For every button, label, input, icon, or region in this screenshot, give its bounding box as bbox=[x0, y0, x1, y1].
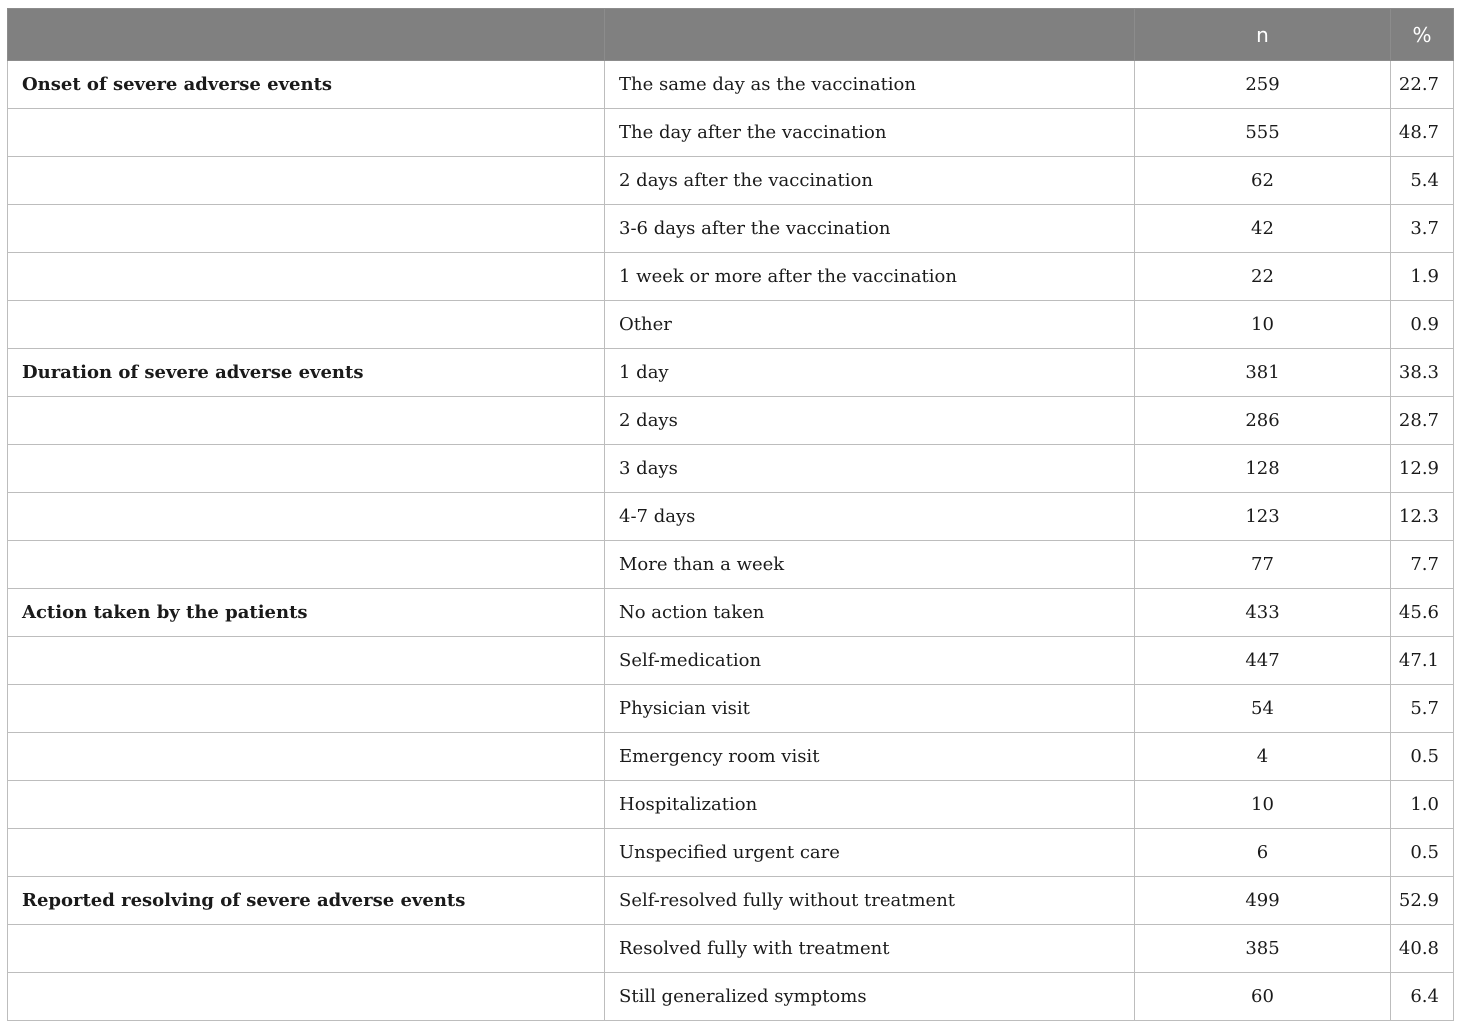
row-category bbox=[8, 829, 605, 877]
row-item: The same day as the vaccination bbox=[605, 61, 1135, 109]
row-n: 77 bbox=[1135, 541, 1391, 589]
row-n: 54 bbox=[1135, 685, 1391, 733]
header-percent: % bbox=[1391, 9, 1454, 61]
row-n: 42 bbox=[1135, 205, 1391, 253]
row-n: 447 bbox=[1135, 637, 1391, 685]
header-category bbox=[8, 9, 605, 61]
row-category bbox=[8, 397, 605, 445]
row-item: Still generalized symptoms bbox=[605, 973, 1135, 1021]
table-row bbox=[8, 397, 1454, 445]
row-n: 128 bbox=[1135, 445, 1391, 493]
row-category bbox=[8, 493, 605, 541]
adverse-events-table bbox=[7, 8, 1454, 1021]
row-percent: 12.3 bbox=[1391, 493, 1454, 541]
table-header bbox=[8, 9, 1454, 61]
row-category bbox=[8, 781, 605, 829]
row-item: The day after the vaccination bbox=[605, 109, 1135, 157]
table-row bbox=[8, 301, 1454, 349]
row-percent: 1.9 bbox=[1391, 253, 1454, 301]
table-row bbox=[8, 541, 1454, 589]
row-category bbox=[8, 685, 605, 733]
row-percent: 0.9 bbox=[1391, 301, 1454, 349]
table-row bbox=[8, 349, 1454, 397]
row-percent: 3.7 bbox=[1391, 205, 1454, 253]
header-n: n bbox=[1135, 9, 1391, 61]
row-category bbox=[8, 157, 605, 205]
row-item: 3-6 days after the vaccination bbox=[605, 205, 1135, 253]
table-row bbox=[8, 109, 1454, 157]
row-n: 22 bbox=[1135, 253, 1391, 301]
row-n: 259 bbox=[1135, 61, 1391, 109]
row-category bbox=[8, 973, 605, 1021]
row-item: Resolved fully with treatment bbox=[605, 925, 1135, 973]
row-item: Self-resolved fully without treatment bbox=[605, 877, 1135, 925]
table-row bbox=[8, 253, 1454, 301]
table-row bbox=[8, 637, 1454, 685]
table-body bbox=[8, 61, 1454, 1021]
row-item: More than a week bbox=[605, 541, 1135, 589]
row-percent: 45.6 bbox=[1391, 589, 1454, 637]
row-percent: 52.9 bbox=[1391, 877, 1454, 925]
row-category: Reported resolving of severe adverse events bbox=[8, 877, 605, 925]
row-percent: 40.8 bbox=[1391, 925, 1454, 973]
row-percent: 28.7 bbox=[1391, 397, 1454, 445]
row-n: 381 bbox=[1135, 349, 1391, 397]
row-category bbox=[8, 301, 605, 349]
table-row bbox=[8, 877, 1454, 925]
row-item: Emergency room visit bbox=[605, 733, 1135, 781]
row-percent: 48.7 bbox=[1391, 109, 1454, 157]
table-row bbox=[8, 973, 1454, 1021]
row-percent: 0.5 bbox=[1391, 733, 1454, 781]
row-item: Other bbox=[605, 301, 1135, 349]
row-percent: 38.3 bbox=[1391, 349, 1454, 397]
row-n: 4 bbox=[1135, 733, 1391, 781]
row-category bbox=[8, 541, 605, 589]
table-row bbox=[8, 685, 1454, 733]
row-category: Duration of severe adverse events bbox=[8, 349, 605, 397]
row-percent: 0.5 bbox=[1391, 829, 1454, 877]
row-percent: 7.7 bbox=[1391, 541, 1454, 589]
table-row bbox=[8, 205, 1454, 253]
table-row bbox=[8, 781, 1454, 829]
table-row bbox=[8, 733, 1454, 781]
table-row bbox=[8, 61, 1454, 109]
row-item: 1 day bbox=[605, 349, 1135, 397]
header-item bbox=[605, 9, 1135, 61]
row-n: 62 bbox=[1135, 157, 1391, 205]
row-category bbox=[8, 109, 605, 157]
row-percent: 1.0 bbox=[1391, 781, 1454, 829]
row-category bbox=[8, 733, 605, 781]
row-percent: 5.7 bbox=[1391, 685, 1454, 733]
row-item: 2 days bbox=[605, 397, 1135, 445]
row-n: 385 bbox=[1135, 925, 1391, 973]
row-category bbox=[8, 637, 605, 685]
row-percent: 22.7 bbox=[1391, 61, 1454, 109]
row-item: Physician visit bbox=[605, 685, 1135, 733]
row-n: 123 bbox=[1135, 493, 1391, 541]
row-item: Unspecified urgent care bbox=[605, 829, 1135, 877]
table-row bbox=[8, 925, 1454, 973]
header-row bbox=[8, 9, 1454, 61]
row-category bbox=[8, 445, 605, 493]
row-item: 3 days bbox=[605, 445, 1135, 493]
row-n: 60 bbox=[1135, 973, 1391, 1021]
row-percent: 47.1 bbox=[1391, 637, 1454, 685]
row-category bbox=[8, 253, 605, 301]
table-row bbox=[8, 493, 1454, 541]
row-category: Onset of severe adverse events bbox=[8, 61, 605, 109]
row-n: 499 bbox=[1135, 877, 1391, 925]
row-category bbox=[8, 925, 605, 973]
table-row bbox=[8, 157, 1454, 205]
table-row bbox=[8, 445, 1454, 493]
row-category bbox=[8, 205, 605, 253]
table-row bbox=[8, 829, 1454, 877]
row-item: Self-medication bbox=[605, 637, 1135, 685]
row-n: 10 bbox=[1135, 781, 1391, 829]
row-item: Hospitalization bbox=[605, 781, 1135, 829]
row-item: 2 days after the vaccination bbox=[605, 157, 1135, 205]
row-n: 10 bbox=[1135, 301, 1391, 349]
row-percent: 12.9 bbox=[1391, 445, 1454, 493]
row-item: 1 week or more after the vaccination bbox=[605, 253, 1135, 301]
row-category: Action taken by the patients bbox=[8, 589, 605, 637]
row-n: 433 bbox=[1135, 589, 1391, 637]
row-percent: 5.4 bbox=[1391, 157, 1454, 205]
table-row bbox=[8, 589, 1454, 637]
row-percent: 6.4 bbox=[1391, 973, 1454, 1021]
row-item: No action taken bbox=[605, 589, 1135, 637]
row-n: 555 bbox=[1135, 109, 1391, 157]
row-n: 286 bbox=[1135, 397, 1391, 445]
row-item: 4-7 days bbox=[605, 493, 1135, 541]
row-n: 6 bbox=[1135, 829, 1391, 877]
